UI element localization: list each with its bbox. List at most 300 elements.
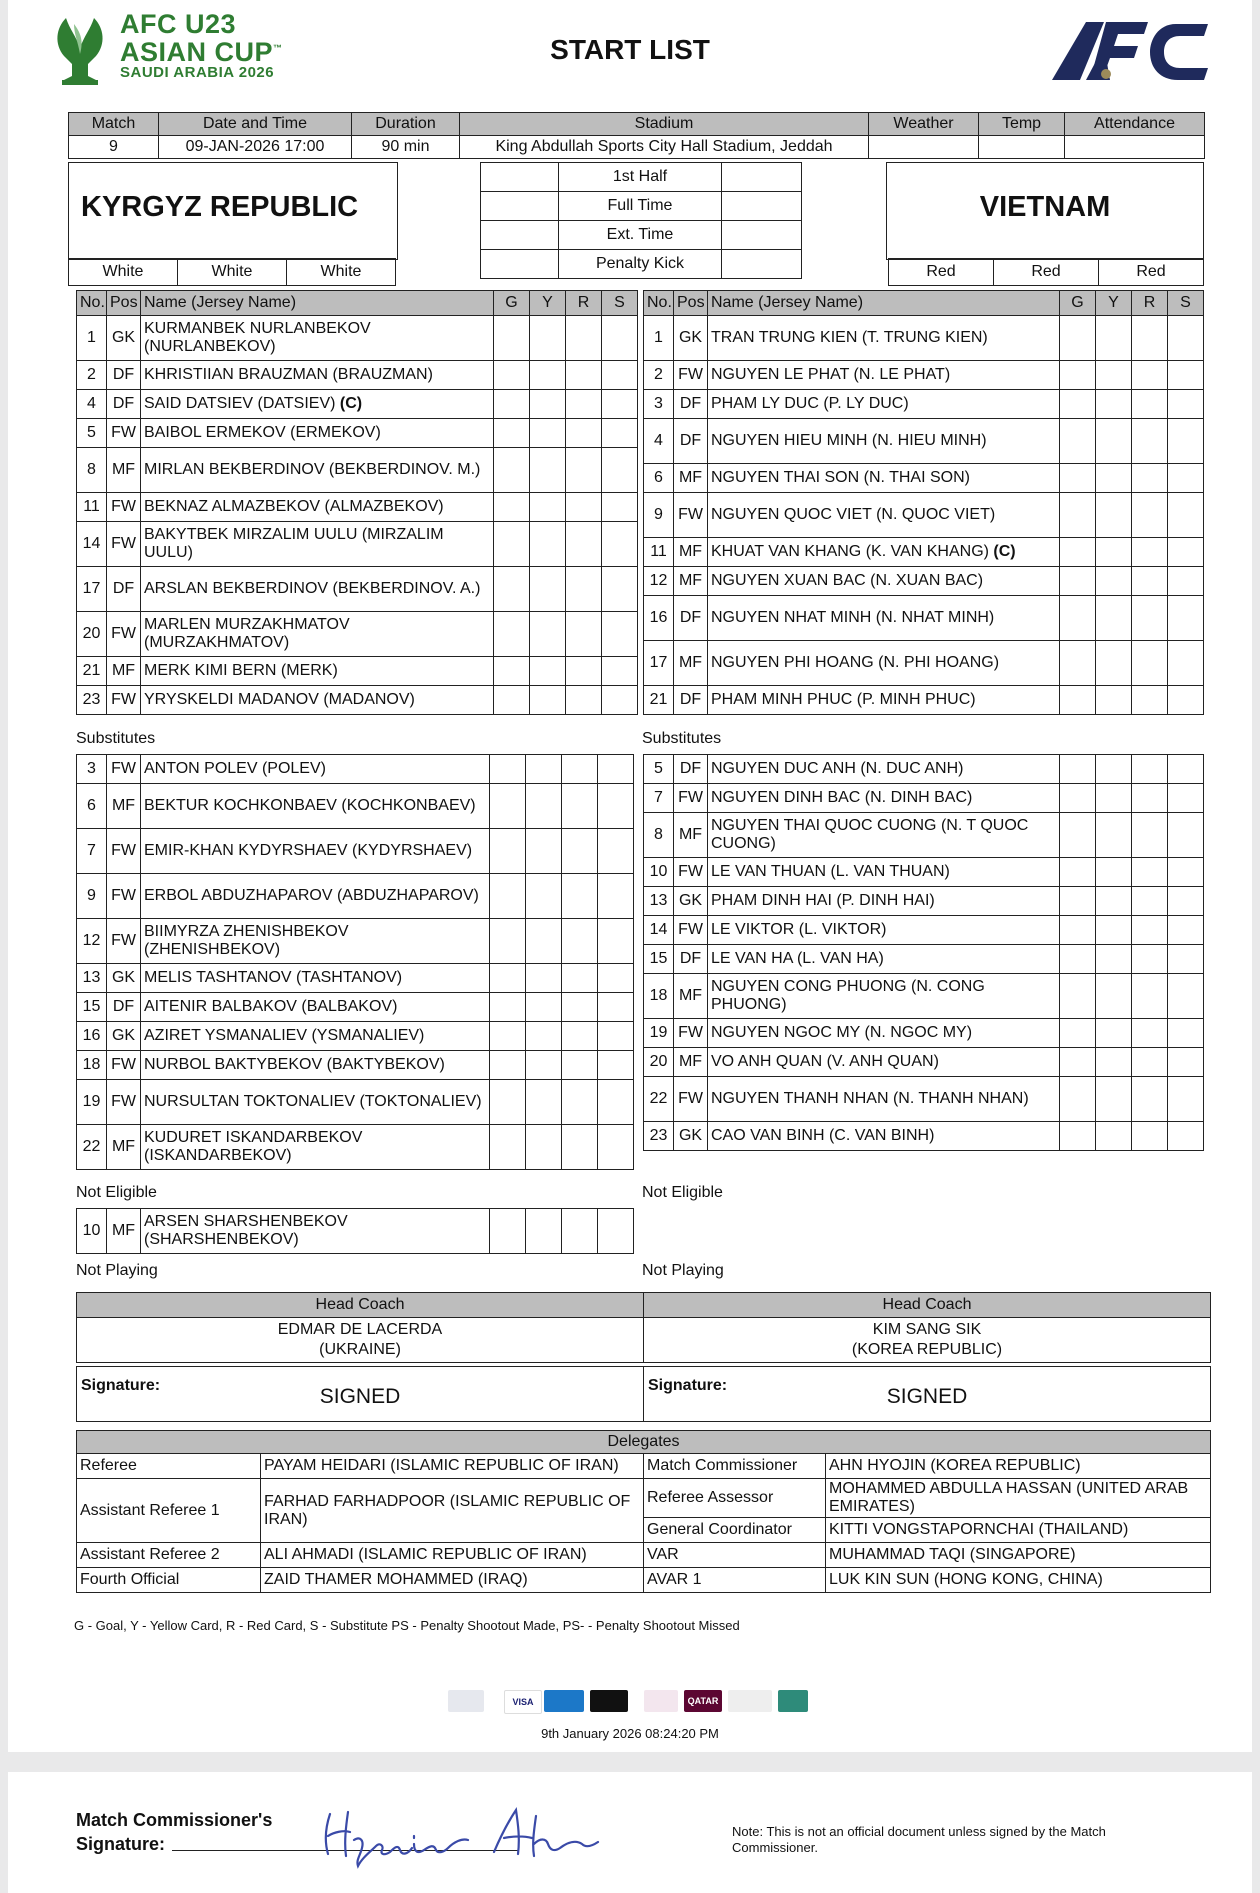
substitute-cell [1168,390,1204,419]
delegate-name: MOHAMMED ABDULLA HASSAN (UNITED ARAB EMIRATES) [826,1479,1211,1518]
goal-cell [1060,464,1096,493]
substitute-cell [598,993,634,1022]
player-name: NGUYEN DUC ANH (N. DUC ANH) [711,760,964,777]
player-row [644,813,1204,858]
player-name: KHRISTIIAN BRAUZMAN (BRAUZMAN) [144,366,433,383]
player-name-cell [141,390,494,419]
score-row-label: 1st Half [559,163,722,192]
player-position: DF [674,390,708,419]
home-not-eligible-label: Not Eligible [76,1184,157,1201]
home-coach-country: (UKRAINE) [319,1341,401,1358]
substitute-cell [598,964,634,993]
duration-header: Duration [352,113,460,136]
red-card-cell [1132,974,1168,1019]
player-position: DF [107,361,141,390]
visa-logo-icon: VISA [504,1690,542,1714]
player-number: 2 [644,361,674,390]
player-number: 15 [644,945,674,974]
player-position: MF [674,813,708,858]
match-duration: 90 min [352,136,460,159]
away-kit-shirt: Red [889,259,994,286]
player-position: FW [107,1080,141,1125]
player-name-cell [708,316,1060,361]
player-position: MF [674,538,708,567]
player-number: 12 [644,567,674,596]
red-card-cell [566,657,602,686]
substitute-cell [1168,1048,1204,1077]
away-team-name: VIETNAM [979,191,1111,223]
player-position: DF [107,567,141,612]
yellow-card-cell [1096,316,1132,361]
player-name-cell [141,1022,490,1051]
player-name: NGUYEN QUOC VIET (N. QUOC VIET) [711,506,996,523]
player-number: 10 [644,858,674,887]
home-kit-table [68,258,396,286]
substitute-cell [1168,464,1204,493]
red-card-cell [562,829,598,874]
goal-cell [494,390,530,419]
red-card-cell [566,686,602,715]
player-name-cell [141,448,494,493]
afc-logo-icon [1050,18,1210,84]
goal-cell [490,874,526,919]
player-row [644,567,1204,596]
player-name: NGUYEN XUAN BAC (N. XUAN BAC) [711,572,984,589]
red-card-cell [562,784,598,829]
score-row-label: Ext. Time [559,221,722,250]
player-name: MIRLAN BEKBERDINOV (BEKBERDINOV. M.) [144,461,481,478]
yellow-card-cell [530,448,566,493]
substitute-cell [602,390,638,419]
player-number: 22 [644,1077,674,1122]
red-card-cell [1132,784,1168,813]
player-number: 10 [77,1209,107,1254]
goal-cell [1060,887,1096,916]
red-card-cell [1132,686,1168,715]
player-name-cell [708,419,1060,464]
yellow-card-cell [530,612,566,657]
away-coach-cell [644,1318,1211,1363]
player-position: GK [107,1022,141,1051]
player-name-cell [708,361,1060,390]
substitute-cell [1168,755,1204,784]
yellow-card-cell [530,657,566,686]
player-name-cell [141,1051,490,1080]
yellow-card-cell [1096,784,1132,813]
home-not-eligible [76,1208,634,1254]
player-position: FW [107,829,141,874]
delegate-name: MUHAMMAD TAQI (SINGAPORE) [826,1543,1211,1568]
player-position: MF [107,1125,141,1170]
away-not-playing-label: Not Playing [642,1262,724,1279]
player-name-cell [708,1019,1060,1048]
player-name: MARLEN MURZAKHMATOV (MURZAKHMATOV) [144,616,350,651]
red-card-cell [562,1080,598,1125]
red-card-cell [566,316,602,361]
player-row [77,784,634,829]
player-name: MERK KIMI BERN (MERK) [144,662,338,679]
yellow-card-cell [1096,1077,1132,1122]
goal-cell [1060,361,1096,390]
player-name-cell [141,784,490,829]
player-position: FW [107,612,141,657]
player-name: LE VAN THUAN (L. VAN THUAN) [711,863,950,880]
goal-cell [494,522,530,567]
player-name-cell [708,464,1060,493]
player-row [644,361,1204,390]
player-number: 3 [644,390,674,419]
player-name: SAID DATSIEV (DATSIEV) [144,395,336,412]
player-row [644,538,1204,567]
delegate-name: PAYAM HEIDARI (ISLAMIC REPUBLIC OF IRAN) [261,1454,644,1479]
red-card-cell [1132,1122,1168,1151]
player-position: MF [107,784,141,829]
commissioner-handwritten-signature [318,1796,618,1876]
yellow-card-cell [1096,974,1132,1019]
yellow-card-cell [526,755,562,784]
player-name-cell [708,916,1060,945]
player-position: MF [674,1048,708,1077]
substitute-cell [598,784,634,829]
yellow-card-cell [1096,390,1132,419]
red-card-cell [1132,858,1168,887]
player-name-cell [708,641,1060,686]
away-substitutes-label: Substitutes [642,730,722,747]
player-number: 13 [77,964,107,993]
player-number: 14 [644,916,674,945]
yellow-card-cell [1096,755,1132,784]
player-name: BAIBOL ERMEKOV (ERMEKOV) [144,424,381,441]
substitute-cell [1168,887,1204,916]
yellow-card-cell [526,829,562,874]
home-coach-header: Head Coach [77,1293,644,1318]
player-row [644,390,1204,419]
yellow-card-cell [526,784,562,829]
player-row [644,887,1204,916]
player-position: GK [674,1122,708,1151]
yellow-card-cell [1096,641,1132,686]
red-card-cell [566,361,602,390]
player-name: NGUYEN DINH BAC (N. DINH BAC) [711,789,973,806]
player-name: VO ANH QUAN (V. ANH QUAN) [711,1053,939,1070]
yellow-card-cell [530,567,566,612]
match-number: 9 [69,136,159,159]
yellow-card-cell [526,1080,562,1125]
red-card-cell [562,1125,598,1170]
delegate-name: ZAID THAMER MOHAMMED (IRAQ) [261,1568,644,1593]
player-name-cell [708,858,1060,887]
yellow-card-cell [526,964,562,993]
substitute-cell [1168,784,1204,813]
score-table [480,162,802,279]
player-name-cell [141,919,490,964]
substitute-cell [1168,493,1204,538]
substitute-cell [598,1022,634,1051]
print-timestamp: 9th January 2026 08:24:20 PM [541,1726,719,1741]
player-position: FW [674,1077,708,1122]
player-name-cell [141,1209,490,1254]
delegate-name: KITTI VONGSTAPORNCHAI (THAILAND) [826,1518,1211,1543]
goal-cell [490,829,526,874]
goal-cell [1060,1077,1096,1122]
player-name-cell [141,493,494,522]
player-name: BEKNAZ ALMAZBEKOV (ALMAZBEKOV) [144,498,444,515]
substitute-cell [1168,813,1204,858]
red-card-cell [1132,390,1168,419]
player-number: 6 [77,784,107,829]
player-position: FW [107,919,141,964]
home-signature-label: Signature: [81,1377,161,1394]
substitute-cell [1168,1019,1204,1048]
player-number: 1 [644,316,674,361]
goal-cell [1060,1048,1096,1077]
player-row [644,784,1204,813]
score-row-label: Penalty Kick [559,250,722,279]
substitute-cell [1168,686,1204,715]
captain-badge: (C) [993,543,1016,560]
delegate-name: AHN HYOJIN (KOREA REPUBLIC) [826,1454,1211,1479]
red-card-cell [1132,1019,1168,1048]
away-starting-lineup [643,290,1204,715]
player-row [77,493,638,522]
player-position: DF [674,945,708,974]
player-number: 4 [77,390,107,419]
player-position: FW [107,755,141,784]
red-card-cell [1132,1048,1168,1077]
player-name-cell [708,538,1060,567]
player-position: DF [107,390,141,419]
goal-cell [494,686,530,715]
score-row-label: Full Time [559,192,722,221]
goal-cell [1060,316,1096,361]
player-name-cell [141,993,490,1022]
page-title: START LIST [550,34,710,65]
player-position: DF [674,596,708,641]
player-row [77,1125,634,1170]
column-header: Pos [107,291,141,316]
player-name-cell [708,1077,1060,1122]
player-number: 20 [77,612,107,657]
yellow-card-cell [526,993,562,1022]
player-number: 16 [77,1022,107,1051]
delegate-role: Match Commissioner [644,1454,826,1479]
player-position: MF [674,974,708,1019]
player-row [77,919,634,964]
match-header: Match [69,113,159,136]
player-row [77,448,638,493]
column-header: No. [77,291,107,316]
red-card-cell [562,1022,598,1051]
player-position: FW [107,874,141,919]
red-card-cell [566,448,602,493]
player-row [644,1048,1204,1077]
player-name: BAKYTBEK MIRZALIM UULU (MIRZALIM UULU) [144,526,444,561]
yellow-card-cell [1096,1122,1132,1151]
sponsor-logo-icon [778,1690,808,1712]
player-name: NGUYEN NGOC MY (N. NGOC MY) [711,1024,973,1041]
player-position: MF [107,657,141,686]
player-name-cell [708,567,1060,596]
player-row [77,612,638,657]
goal-cell [1060,596,1096,641]
player-name-cell [141,657,494,686]
match-date-time: 09-JAN-2026 17:00 [159,136,352,159]
red-card-cell [1132,419,1168,464]
red-card-cell [1132,641,1168,686]
delegate-name: ALI AHMADI (ISLAMIC REPUBLIC OF IRAN) [261,1543,644,1568]
player-name-cell [141,874,490,919]
player-name: TRAN TRUNG KIEN (T. TRUNG KIEN) [711,329,988,346]
player-number: 1 [77,316,107,361]
goal-cell [494,316,530,361]
player-row [77,964,634,993]
player-name: NGUYEN HIEU MINH (N. HIEU MINH) [711,432,987,449]
player-row [644,596,1204,641]
player-name-cell [708,596,1060,641]
player-number: 9 [77,874,107,919]
substitute-cell [598,1209,634,1254]
player-position: MF [107,448,141,493]
delegate-role: General Coordinator [644,1518,826,1543]
goal-cell [1060,567,1096,596]
delegate-role: Referee [77,1454,261,1479]
yellow-card-cell [526,1022,562,1051]
player-position: FW [107,522,141,567]
goal-cell [490,1209,526,1254]
player-number: 16 [644,596,674,641]
red-card-cell [562,874,598,919]
player-row [77,1022,634,1051]
player-position: GK [107,316,141,361]
player-position: FW [107,419,141,448]
goal-cell [490,755,526,784]
commissioner-signature-label: Match Commissioner's Signature: [76,1810,273,1854]
match-stadium: King Abdullah Sports City Hall Stadium, Jeddah [460,136,869,159]
red-card-cell [566,612,602,657]
match-attendance [1065,136,1205,159]
player-name: CAO VAN BINH (C. VAN BINH) [711,1127,935,1144]
delegates-table [76,1430,1211,1593]
player-name: YRYSKELDI MADANOV (MADANOV) [144,691,415,708]
player-position: DF [674,755,708,784]
away-not-eligible-label: Not Eligible [642,1184,723,1201]
player-position: DF [107,993,141,1022]
yellow-card-cell [530,390,566,419]
player-name: NURBOL BAKTYBEKOV (BAKTYBEKOV) [144,1056,445,1073]
goal-cell [1060,974,1096,1019]
goal-cell [490,1022,526,1051]
player-number: 15 [77,993,107,1022]
player-name: ERBOL ABDUZHAPAROV (ABDUZHAPAROV) [144,887,479,904]
yellow-card-cell [1096,538,1132,567]
player-name-cell [141,361,494,390]
yellow-card-cell [526,874,562,919]
away-team-box [886,162,1204,260]
goal-cell [1060,784,1096,813]
player-name-cell [141,1125,490,1170]
goal-cell [494,567,530,612]
yellow-card-cell [530,419,566,448]
red-card-cell [1132,464,1168,493]
player-number: 11 [77,493,107,522]
yellow-card-cell [526,1125,562,1170]
player-number: 19 [77,1080,107,1125]
yellow-card-cell [1096,858,1132,887]
column-header: R [566,291,602,316]
player-row [77,686,638,715]
player-number: 17 [77,567,107,612]
sponsor-logo-icon [590,1690,628,1712]
player-row [77,316,638,361]
player-number: 22 [77,1125,107,1170]
player-position: FW [674,361,708,390]
red-card-cell [562,1051,598,1080]
column-header-row [644,291,1204,316]
player-name: PHAM DINH HAI (P. DINH HAI) [711,892,935,909]
column-header: G [1060,291,1096,316]
substitute-cell [602,361,638,390]
goal-cell [1060,686,1096,715]
home-kit-shorts: White [178,259,287,286]
goal-cell [494,612,530,657]
yellow-card-cell [1096,361,1132,390]
player-number: 8 [644,813,674,858]
column-header: R [1132,291,1168,316]
weather-header: Weather [869,113,979,136]
player-row [644,641,1204,686]
player-number: 3 [77,755,107,784]
red-card-cell [1132,493,1168,538]
player-name-cell [708,945,1060,974]
goal-cell [490,1051,526,1080]
goal-cell [1060,419,1096,464]
player-name: NURSULTAN TOKTONALIEV (TOKTONALIEV) [144,1093,482,1110]
player-number: 21 [77,657,107,686]
red-card-cell [1132,538,1168,567]
yellow-card-cell [1096,887,1132,916]
match-info-table [68,112,1205,159]
substitute-cell [602,612,638,657]
player-position: GK [107,964,141,993]
player-name: AZIRET YSMANALIEV (YSMANALIEV) [144,1027,425,1044]
player-position: FW [674,858,708,887]
red-card-cell [566,419,602,448]
player-number: 20 [644,1048,674,1077]
player-name: BIIMYRZA ZHENISHBEKOV (ZHENISHBEKOV) [144,923,349,958]
red-card-cell [562,964,598,993]
player-position: FW [107,686,141,715]
player-name: KURMANBEK NURLANBEKOV (NURLANBEKOV) [144,320,371,355]
player-position: DF [674,686,708,715]
substitute-cell [602,567,638,612]
goal-cell [490,964,526,993]
yellow-card-cell [1096,596,1132,641]
substitute-cell [1168,361,1204,390]
handwritten-signature-text: Hyojin Ahn [318,1796,323,1797]
red-card-cell [1132,567,1168,596]
player-number: 11 [644,538,674,567]
player-row [77,829,634,874]
goal-cell [494,448,530,493]
red-card-cell [566,567,602,612]
player-position: FW [107,493,141,522]
yellow-card-cell [1096,493,1132,538]
player-position: DF [674,419,708,464]
player-name: ANTON POLEV (POLEV) [144,760,326,777]
trophy-emblem-icon [50,14,110,86]
substitute-cell [602,493,638,522]
logo-wordmark [120,9,283,82]
